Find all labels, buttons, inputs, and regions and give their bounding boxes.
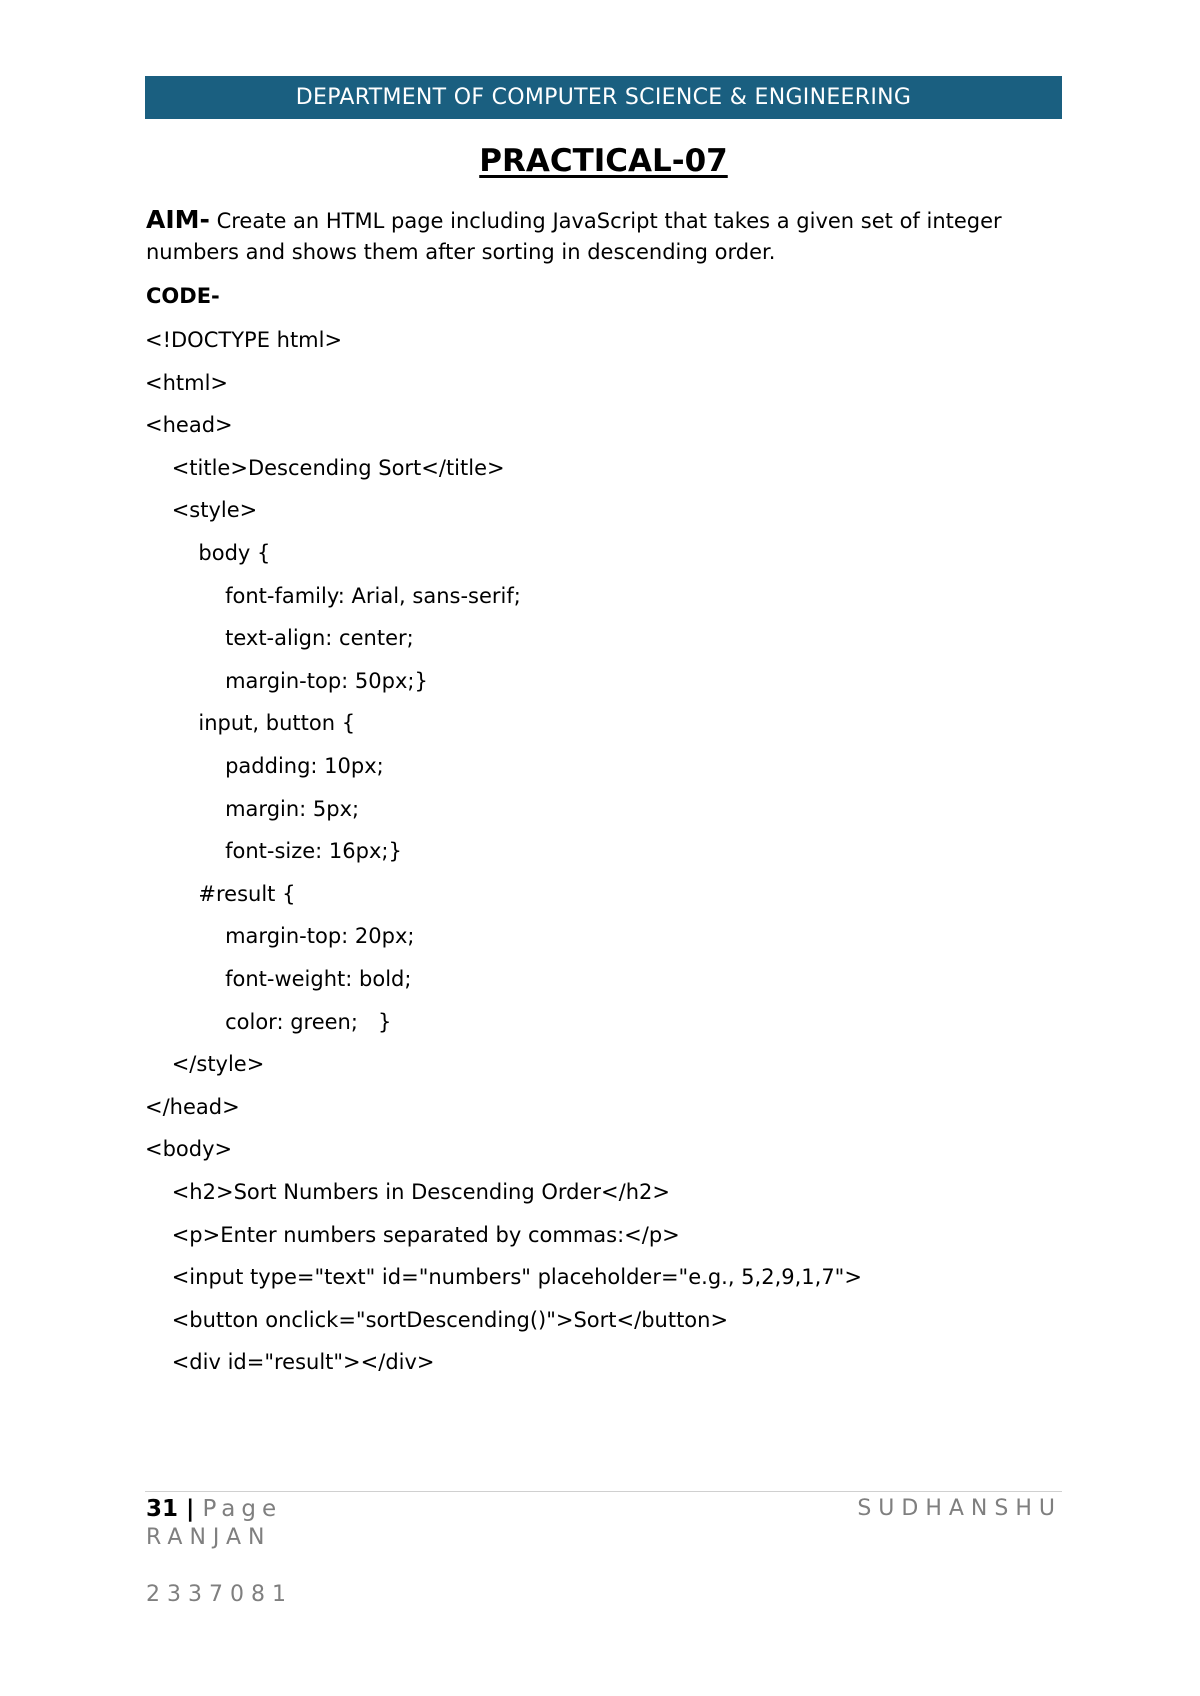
code-line: input, button { bbox=[145, 711, 356, 736]
aim-paragraph bbox=[146, 204, 1062, 268]
code-line: text-align: center; bbox=[145, 626, 414, 651]
code-line: font-family: Arial, sans-serif; bbox=[145, 583, 521, 608]
code-line: </style> bbox=[145, 1052, 265, 1077]
code-line: font-size: 16px;} bbox=[145, 839, 402, 864]
aim-text: Create an HTML page including JavaScript that takes a given set of integer numbers and shows them after sorting in descending order. bbox=[146, 209, 1002, 264]
code-line: body { bbox=[145, 541, 271, 565]
code-line: <body> bbox=[145, 1137, 233, 1162]
document-page bbox=[145, 0, 1062, 1696]
aim-label: AIM- bbox=[146, 205, 210, 234]
code-line: margin-top: 20px; bbox=[145, 924, 415, 949]
code-line: margin-top: 50px;} bbox=[145, 668, 428, 693]
footer-page-label bbox=[146, 1494, 282, 1524]
code-line: <head> bbox=[145, 413, 233, 438]
page-separator: | bbox=[178, 1496, 203, 1522]
code-line: <!DOCTYPE html> bbox=[145, 328, 343, 352]
code-line: <h2>Sort Numbers in Descending Order</h2> bbox=[145, 1180, 670, 1204]
practical-title: PRACTICAL-07 bbox=[479, 143, 728, 179]
code-line: color: green; } bbox=[145, 1009, 392, 1034]
code-line: </head> bbox=[145, 1094, 240, 1119]
code-line: padding: 10px; bbox=[145, 754, 384, 778]
code-line: <input type="text" id="numbers" placeholder="e.g., 5,2,9,1,7"> bbox=[145, 1265, 862, 1290]
page-word: Page bbox=[202, 1496, 283, 1522]
code-line: margin: 5px; bbox=[145, 796, 360, 821]
code-line: <style> bbox=[145, 498, 258, 523]
department-title: DEPARTMENT OF COMPUTER SCIENCE & ENGINEERING bbox=[295, 85, 912, 110]
page-number: 31 bbox=[146, 1496, 179, 1522]
roll-number: 2337081 bbox=[146, 1582, 293, 1607]
code-line: <p>Enter numbers separated by commas:</p> bbox=[145, 1222, 680, 1247]
code-line: <title>Descending Sort</title> bbox=[145, 455, 505, 480]
code-line: <button onclick="sortDescending()">Sort</button> bbox=[145, 1307, 729, 1332]
department-banner bbox=[145, 76, 1062, 119]
code-line: font-weight: bold; bbox=[145, 967, 412, 991]
author-last-name: RANJAN bbox=[146, 1525, 272, 1550]
code-line: <html> bbox=[145, 370, 229, 395]
code-line: #result { bbox=[145, 881, 296, 906]
footer-divider bbox=[145, 1491, 1062, 1492]
author-first-name: SUDHANSHU bbox=[857, 1496, 1062, 1521]
code-heading: CODE- bbox=[146, 284, 220, 308]
code-line: <div id="result"></div> bbox=[145, 1350, 435, 1375]
